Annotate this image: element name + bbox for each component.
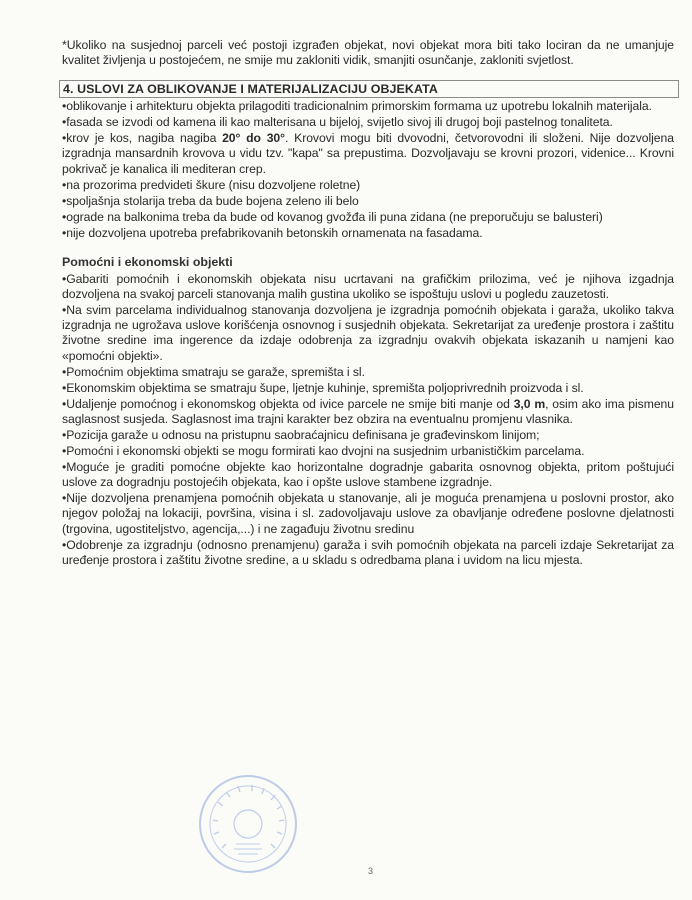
stamp-emblem [234,810,262,838]
roof-slope-value: 20° do 30° [222,131,285,146]
list-item: •oblikovanje i arhitekturu objekta prilagoditi tradicionalnim primorskim formama uz upotrebu lokalnih materijala. [62,99,652,114]
list-item: •Pozicija garaže u odnosu na pristupnu saobraćajnicu definisana je građevinskom linijom; [62,427,540,442]
list-item: •Moguće je graditi pomoćne objekte kao horizontalne dogradnje gabarita osnovnog objekta, pritom poštujući uslove za dogradnju postojećih objekata, kao i opšte uslove stambene izgradnje. [62,460,674,490]
list-item-roof [62,131,674,176]
list-item: •nije dozvoljena upotreba prefabrikovanih betonskih ornamenata na fasadama. [62,225,483,240]
list-item: •Pomoćni i ekonomski objekti se mogu formirati kao dvojni na susjednim urbanističkim parcelama. [62,444,585,459]
roof-text-pre: •krov je kos, nagiba nagiba [62,131,223,146]
distance-value: 3,0 m [513,396,546,411]
list-item: •Gabariti pomoćnih i ekonomskih objekata nisu ucrtavani na grafičkim prilozima, već je njihova izgadnja dozvoljena na svakoj parceli stanovanja malih gustina ukoliko se ispoštuju uslovi u pogledu zauzetosti. [62,272,674,302]
stamp-outer-ring [200,776,296,872]
list-item: •fasada se izvodi od kamena ili kao malterisana u bijeloj, svijetlo sivoj ili drugoj boji pastelnog tonaliteta. [62,115,613,130]
distance-text-pre: •Udaljenje pomoćnog i ekonomskog objekta od ivice parcele ne smije biti manje od [62,396,514,411]
intro-paragraph: *Ukoliko na susjednoj parceli već postoji izgrađen objekat, novi objekat mora biti tako lociran da ne umanjuje kvalitet življenja u postojećem, ne smije mu zakloniti vidik, smanjiti osunčanje, zakloniti svjetlost. [62,38,674,68]
list-item: •Ekonomskim objektima se smatraju šupe, ljetnje kuhinje, spremišta poljoprivrednih proizvoda i sl. [62,380,584,395]
official-stamp [196,772,300,876]
distance-text-post: , osim ako ima pismenu saglasnost susjeda. Saglasnost ima trajni karakter bez obzira na eventualnu promjenu vlasnika. [62,396,675,426]
list-item: •Nije dozvoljena prenamjena pomoćnih objekata u stanovanje, ali je moguća prenamjena u poslovni prostor, ako njegov položaj na lokaciji, površina, visina i sl. zadovoljavaju uslove za obavljanje određene poslovne djelatnosti (trgovina, ugostiteljstvo, agencija,...) i ne zagađuju životnu sredinu [62,491,674,536]
stamp-text-lines [234,844,262,854]
list-item: •spoljašnja stolarija treba da bude bojena zeleno ili belo [62,193,359,208]
list-item: •Odobrenje za izgradnju (odnosno prenamjenu) garaža i svih pomoćnih objekata na parceli izdaje Sekretarijat za uređenje prostora i zaštitu životne sredine, a u skladu s odredbama plana i uvidom na licu mjesta. [62,537,674,567]
auxiliary-objects-heading: Pomoćni i ekonomski objekti [62,255,233,270]
roof-text-post: . Krovovi mogu biti dvovodni, četvorovodni ili složeni. Nije dozvoljena izgradnja mansardnih krovova u vidu tzv. "kapa" sa prepustima. Dozvoljavaju se krovni prozori, videnice... Krovni pokrivač je kanalica ili mediteran crep. [62,131,674,176]
stamp-inner-ring [210,786,286,862]
list-item: •Na svim parcelama individualnog stanovanja dozvoljena je izgradnja pomoćnih objekata i garaža, ukoliko takva izgradnja ne ugrožava uslove korišćenja osnovnog i susjednih objekata. Sekretarijat za uređenje prostora i zaštitu životne sredine ima ingerence da izdaje odobrenja za izgradnju ovakvih objekata iskazanih u namjeni kao «pomoćni objekti». [62,303,674,363]
list-item-distance [62,397,674,427]
document-page [62,38,674,569]
page-number: 3 [368,866,374,876]
section-4-heading: 4. USLOVI ZA OBLIKOVANJE I MATERIJALIZACIJU OBJEKATA [59,80,679,98]
list-item: •na prozorima predvideti škure (nisu dozvoljene roletne) [62,177,361,192]
list-item: •ograde na balkonima treba da bude od kovanog gvožđa ili puna zidana (ne preporučuju se balusteri) [62,209,603,224]
list-item: •Pomoćnim objektima smatraju se garaže, spremišta i sl. [62,364,365,379]
